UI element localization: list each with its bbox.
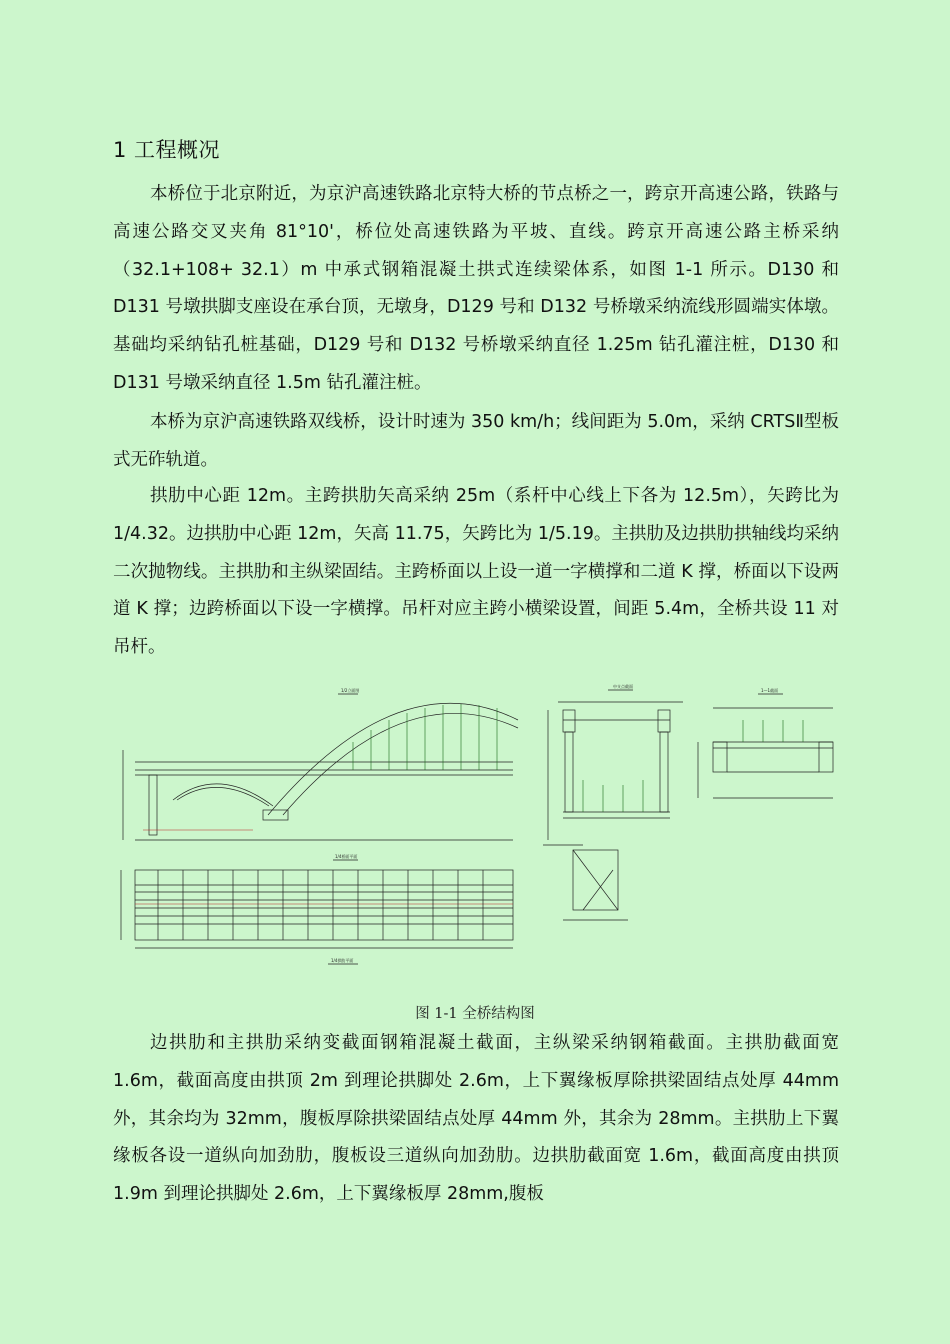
mid-section-title: 中支点截面: [613, 684, 633, 689]
paragraph-overview: 本桥位于北京附近，为京沪高速铁路北京特大桥的节点桥之一，跨京开高速公路，铁路与高速公路交叉夹角 81°10'，桥位处高速铁路为平坡、直线。跨京开高速公路主桥采纳（32.1+108+ 32.1）m 中承式钢箱混凝土拱式连续梁体系，如图 1-1 所示。D130 和 D131 号墩拱脚支座设在承台顶，无墩身，D129 号和 D132 号桥墩采纳流线形圆端实体墩。基础均采纳钻孔桩基础，D129 号和 D132 号桥墩采纳直径 1.25m 钻孔灌注桩，D130 和 D131 号墩采纳直径 1.5m 钻孔灌注桩。: [113, 184, 839, 393]
bridge-structure-drawing: [113, 680, 839, 975]
paragraph-section-details: 边拱肋和主拱肋采纳变截面钢箱混凝土截面，主纵梁采纳钢箱截面。主拱肋截面宽 1.6m，截面高度由拱顶 2m 到理论拱脚处 2.6m，上下翼缘板厚除拱梁固结点处厚 44mm 外，其余均为 32mm，腹板厚除拱梁固结点处厚 44mm 外，其余为 28mm。主拱肋上下翼缘板各设一道纵向加劲肋，腹板设三道纵向加劲肋。边拱肋截面宽 1.6m，截面高度由拱顶 1.9m 到理论拱脚处 2.6m，上下翼缘板厚 28mm,腹板: [113, 1033, 839, 1205]
section-heading: 1 工程概况: [113, 138, 221, 162]
plan-upper-title: 1/4桥面平面: [335, 854, 358, 859]
elevation-view: [123, 687, 518, 840]
elevation-title: 1/2立面图: [341, 688, 360, 693]
plan-view: [121, 853, 513, 964]
figure-caption: 图 1-1 全桥结构图: [415, 1006, 535, 1022]
paragraph-track: 本桥为京沪高速铁路双线桥，设计时速为 350 km/h；线间距为 5.0m，采纳 CRTSⅡ型板式无砟轨道。: [113, 412, 839, 470]
plan-lower-title: 1/4拱肋平面: [331, 958, 354, 963]
section-1-1: [698, 687, 833, 798]
mid-support-section: [543, 683, 683, 920]
section-1-1-title: 1—1截面: [761, 688, 779, 693]
paragraph-arch-rib: 拱肋中心距 12m。主跨拱肋矢高采纳 25m（系杆中心线上下各为 12.5m），矢跨比为 1/4.32。边拱肋中心距 12m，矢高 11.75，矢跨比为 1/5.19。主拱肋及边拱肋拱轴线均采纳二次抛物线。主拱肋和主纵梁固结。主跨桥面以上设一道一字横撑和二道 K 撑，桥面以下设两道 K 撑；边跨桥面以下设一字横撑。吊杆对应主跨小横梁设置，间距 5.4m，全桥共设 11 对吊杆。: [113, 486, 839, 658]
